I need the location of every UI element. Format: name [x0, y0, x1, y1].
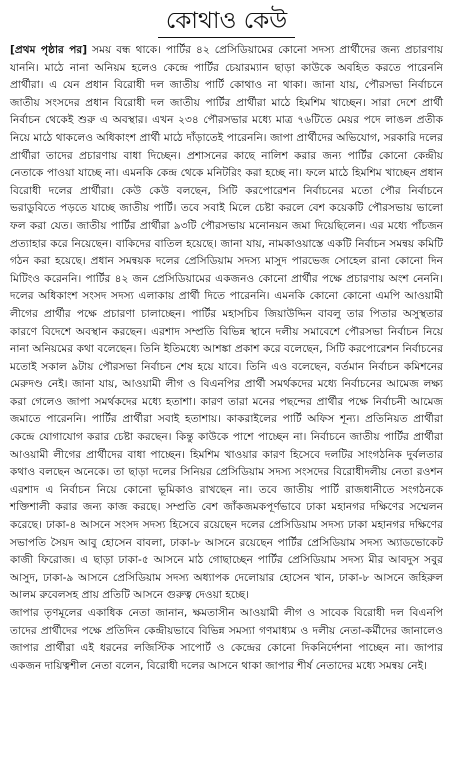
article-body	[10, 42, 443, 675]
headline: কোথাও কেউ	[158, 6, 295, 38]
paragraph-text: সময় বন্ধ থাকে। পার্টির ৪২ প্রেসিডিয়ামের কোনো সদস্য প্রার্থীদের জন্য প্রচারণায় যাননি। মাঠে নানা অনিয়ম হলেও কেন্দ্রে পার্টির চেয়ারম্যান ছাড়া কাউকে অবহিত করতে পারেননি প্রার্থীরা। এ যেন প্রধান বিরোধী দল জাতীয় পার্টি কোথাও না থাকা। জানা যায়, পৌরসভা নির্বাচনে জাতীয় সংসদের প্রধান বিরোধী দল জাতীয় পার্টির প্রার্থীরা মাঠে হিমশিম খাচ্ছেন। সারা দেশে প্রার্থী নির্বাচন থেকেই শুরু এ অবস্থার। এখন ২৩৪ পৌরসভার মধ্যে মাত্র ৭৬টিতে মেয়র পদে লাঙল প্রতীক নিয়ে মাঠে থাকলেও অধিকাংশ প্রার্থী মাঠে দাঁড়াতেই পারেননি। জাপা প্রার্থীদের অভিযোগ, সরকারি দলের প্রার্থীরা তাদের প্রচারণায় বাধা দিচ্ছেন। প্রশাসনের কাছে নালিশ করার জন্য পার্টির কোনো কেন্দ্রীয় নেতাকে পাওয়া যাচ্ছে না। এমনকি কেন্দ্র থেকে মনিটরিং করা হচ্ছে না। ফলে মাঠে হিমশিম খাচ্ছেন প্রধান বিরোধী দলের প্রার্থীরা। কেউ কেউ বলছেন, সিটি করপোরেশন নির্বাচনের মতো পৌর নির্বাচনে ভরাডুবিতে পড়তে যাচ্ছে জাতীয় পার্টি। তবে সবাই মিলে চেষ্টা করলে বেশ কয়েকটি পৌরসভায় ভালো ফল করা যেত। জাতীয় পার্টির প্রার্থীরা ৯৩টি পৌরসভায় মনোনয়ন জমা দিয়েছিলেন। এর মধ্যে পাঁচজন প্রত্যাহার করে নিয়েছেন। বাকিদের বাতিল হয়েছে। জানা যায়, নামকাওয়াস্তে একটি নির্বাচন সমন্বয় কমিটি গঠন করা হয়েছে। প্রধান সমন্বয়ক দলের প্রেসিডিয়াম সদস্য মাসুদ পারভেজ সোহেল রানা কোনো দিন মিটিংও করেননি। পার্টির ৪২ জন প্রেসিডিয়ামের একজনও কোনো প্রার্থীর পক্ষে প্রচারণায় অংশ নেননি। দলের অধিকাংশ সংসদ সদস্য এলাকায় প্রার্থী দিতে পারেননি। এমনকি কোনো কোনো এমপি আওয়ামী লীগের প্রার্থীর পক্ষে প্রচারণা চালাচ্ছেন। পার্টির মহাসচিব জিয়াউদ্দিন বাবলু তার পিতার অসুস্থতার কারণে বিদেশে অবস্থান করছেন। এরশাদ সম্প্রতি বিভিন্ন স্থানে দলীয় সমাবেশে পৌরসভা নির্বাচন নিয়ে নানা অনিয়মের কথা বলেছেন। তিনি ইতিমধ্যে আশঙ্কা প্রকাশ করে বলেছেন, সিটি করপোরেশন নির্বাচনের মতোই সকাল ৯টায় পৌরসভা নির্বাচন শেষ হয়ে যাবে। তিনি এও বলেছেন, বর্তমান নির্বাচন কমিশনের মেরুদণ্ড নেই। জানা যায়, আওয়ামী লীগ ও বিএনপির প্রার্থী সমর্থকদের মধ্যে নির্বাচনের আমেজ লক্ষ্য করা গেলেও জাপা সমর্থকদের মধ্যে হতাশা। কারণ তারা মনের পছন্দের প্রার্থীর পক্ষে নির্বাচনী আমেজ জমাতে পারেননি। পার্টির প্রার্থীরা সবাই হতাশায়। কাকরাইলের পার্টি অফিস শূন্য। প্রতিনিয়ত প্রার্থীরা কেন্দ্রে যোগাযোগ করার চেষ্টা করছেন। কিন্তু কাউকে পাশে পাচ্ছেন না। নির্বাচনে জাতীয় পার্টির প্রার্থীরা আওয়ামী লীগের প্রার্থীদের বাধা পাচ্ছেন। হিমশিম খাওয়ার কারণ হিসেবে দলটির সাংগঠনিক দুর্বলতার কথাও বলছেন অনেকে। তা ছাড়া দলের সিনিয়র প্রেসিডিয়াম সদস্য সংসদের বিরোধীদলীয় নেতা রওশন এরশাদ এ নির্বাচন নিয়ে কোনো ভূমিকাও রাখছেন না। তবে জাতীয় পার্টি রাজধানীতে সংগঠনকে শক্তিশালী করার জন্য কাজ করছে। সম্প্রতি বেশ জাঁকজমকপূর্ণভাবে ঢাকা মহানগর দক্ষিণের সম্মেলন করেছে। ঢাকা-৪ আসনে সংসদ সদস্য হিসেবে রয়েছেন দলের প্রেসিডিয়াম সদস্য ঢাকা মহানগর দক্ষিণের সভাপতি সৈয়দ আবু হোসেন বাবলা, ঢাকা-৮ আসনে রয়েছেন পার্টির প্রেসিডিয়াম সদস্য অ্যাডভোকেট কাজী ফিরোজ। এ ছাড়া ঢাকা-৫ আসনে মাঠ গোছাচ্ছেন পার্টির প্রেসিডিয়াম সদস্য মীর আবদুস সবুর আসুদ, ঢাকা-৯ আসনে প্রেসিডিয়াম সদস্য অধ্যাপক দেলোয়ার হোসেন খান, ঢাকা-৮ আসনে জহিরুল আলম রুবেলসহ প্রায় প্রতিটি আসনে গুরুত্ব দেওয়া হচ্ছে।	[10, 44, 443, 602]
continuation-marker: [প্রথম পৃষ্ঠার পর]	[10, 44, 88, 56]
article-paragraph-2: জাপার তৃণমূলের একাধিক নেতা জানান, ক্ষমতাসীন আওয়ামী লীগ ও সাবেক বিরোধী দল বিএনপি তাদের প্রার্থীদের পক্ষে প্রতিদিন কেন্দ্রীয়ভাবে বিভিন্ন সমস্যা গণমাধ্যম ও দলীয় নেতা-কর্মীদের জানালেও জাপার প্রার্থীরা এই ধরনের লজিস্টিক সাপোর্ট ও কেন্দ্রের কোনো দিকনির্দেশনা পাচ্ছেন না। জাপার একজন দায়িত্বশীল নেতা বলেন, বিরোধী দলের আসনে থাকা জাপার শীর্ষ নেতাদের মধ্যে সমন্বয় নেই।	[10, 607, 443, 672]
article-paragraph-1	[10, 42, 443, 605]
headline-container	[0, 0, 453, 38]
